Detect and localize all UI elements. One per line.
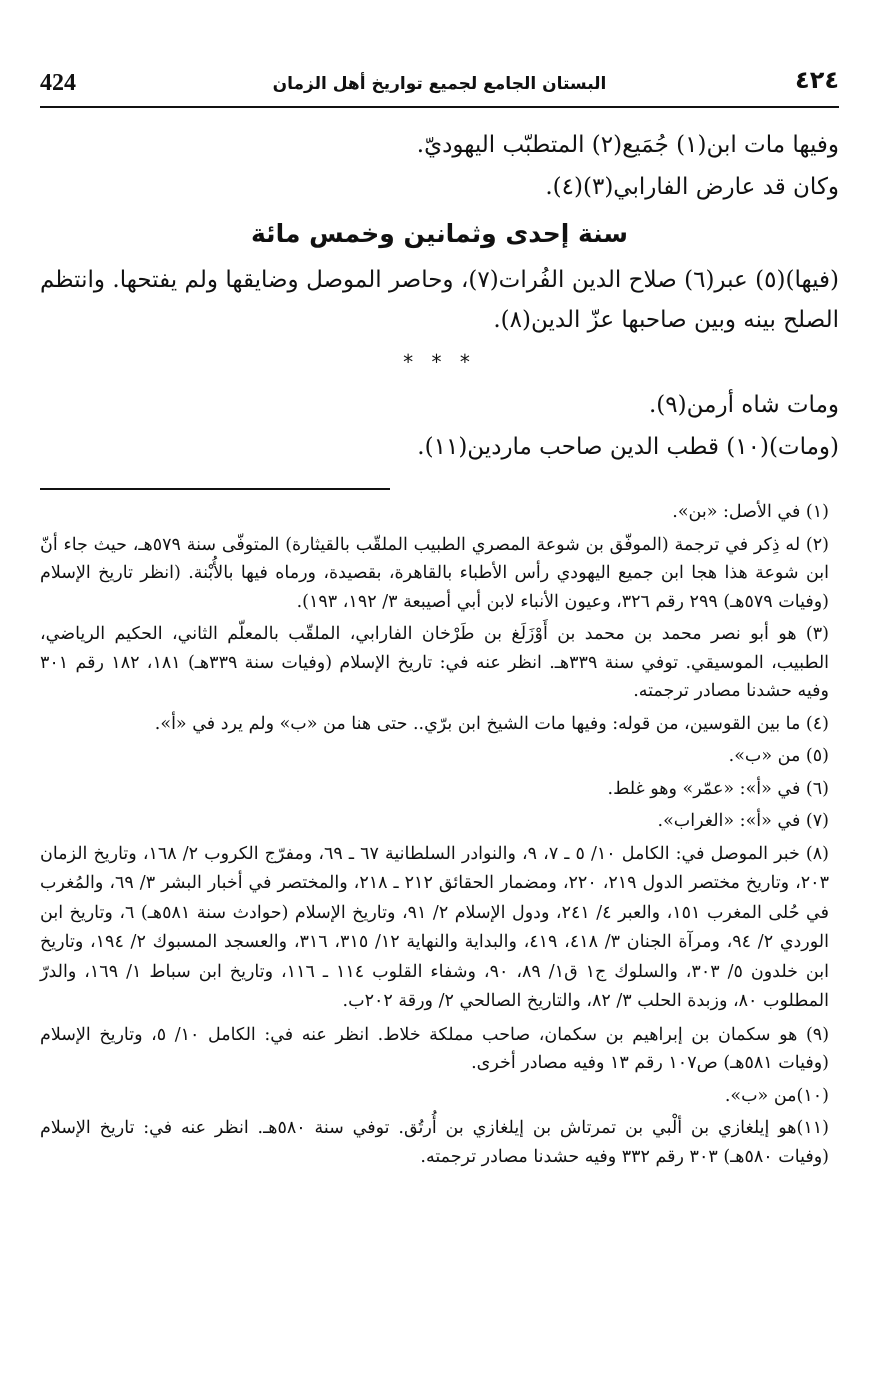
footnote-rule xyxy=(40,488,390,490)
running-title: البستان الجامع لجميع تواريخ أهل الزمان xyxy=(272,74,607,94)
footnote: (٧) في «أ»: «الغراب». xyxy=(657,811,829,831)
text-line: وكان قد عارض الفارابي(٣)(٤). xyxy=(545,174,839,200)
text-line: (ومات)(١٠) قطب الدين صاحب ماردين(١١). xyxy=(417,434,839,460)
section-separator: * * * xyxy=(403,350,476,374)
page-number-arabic: ٤٢٤ xyxy=(795,66,839,94)
footnote: (٩) هو سكمان بن إبراهيم بن سكمان، صاحب مملكة خلاط. انظر عنه في: الكامل ١٠/ ٥، وتاريخ الإسلام (وفيات ٥٨١هـ) ص١٠٧ رقم ١٣ وفيه مصادر أخرى. xyxy=(40,1024,830,1073)
page-number-latin: 424 xyxy=(40,70,76,96)
text-line: ومات شاه أرمن(٩). xyxy=(649,392,839,418)
page-header xyxy=(40,66,839,108)
footnote: (٣) هو أبو نصر محمد بن محمد بن أَوْزَلَغ بن طَرْخان الفارابي، الملقّب بالمعلّم الثاني، الحكيم الرياضي، الطبيب، الموسيقي. توفي سنة ٣٣٩هـ. انظر عنه في: تاريخ الإسلام (وفيات سنة ٣٣٩هـ) ١٨١، ١٨٢ رقم ٣٠١ وفيه حشدنا مصادر ترجمته. xyxy=(40,624,830,701)
footnote: (٥) من «ب». xyxy=(728,746,829,766)
footnotes xyxy=(40,498,829,1175)
footnote: (١) في الأصل: «بن». xyxy=(672,502,829,522)
main-text xyxy=(40,124,839,468)
footnote: (٤) ما بين القوسين، من قوله: وفيها مات الشيخ ابن برّي.. حتى هنا من «ب» ولم يرد في «أ». xyxy=(154,713,829,734)
section-heading: سنة إحدى وثمانين وخمس مائة xyxy=(251,219,628,248)
footnote: (١٠)من «ب». xyxy=(724,1085,829,1106)
text-line: وفيها مات ابن(١) جُمَيع(٢) المتطبّب اليهوديّ. xyxy=(416,132,839,158)
footnote: (٢) له ذِكر في ترجمة (الموفّق بن شوعة المصري الطبيب الملقّب بالقيثارة) المتوفّى سنة ٥٧٩هـ، حيث جاء أنّ ابن شوعة هذا هجا ابن جميع اليهودي رأس الأطباء بالقاهرة، بقصيدة، ورماه فيها بالأُبْنة. (انظر تاريخ الإسلام (وفيات ٥٧٩هـ) ٢٩٩ رقم ٣٢٦، وعيون الأنباء لابن أبي أصيبعة ٣/ ١٩٢، ١٩٣). xyxy=(40,534,829,612)
paragraph: (فيها)(٥) عبر(٦) صلاح الدين الفُرات(٧)، وحاصر الموصل وضايقها ولم يفتحها. وانتظم الصلح بينه وبين صاحبها عزّ الدين(٨). xyxy=(40,267,839,333)
footnote: (٨) خبر الموصل في: الكامل ١٠/ ٥ ـ ٧، ٩، والنوادر السلطانية ٦٧ ـ ٦٩، ومفرّج الكروب ٢/ ١٦٨، وتاريخ الزمان ٢٠٣، وتاريخ مختصر الدول ٢١٩، ٢٢٠، ومضمار الحقائق ٢١٢ ـ ٢١٨، والمختصر في أخبار البشر ٣/ ٦٩، والمُغرب في حُلى المغرب ١٥١، والعبر ٤/ ٢٤١، ودول الإسلام ٢/ ٩١، وتاريخ الإسلام (حوادث سنة ٥٨١هـ) ٦، وتاريخ ابن الوردي ٢/ ٩٤، ومرآة الجنان ٣/ ٤١٨، ٤١٩، والبداية والنهاية ١٢/ ٣١٥، ٣١٦، والعسجد المسبوك ٢/ ١٩٤، وتاريخ ابن خلدون ٥/ ٣٠٣، والسلوك ج١ ق١/ ٨٩، ٩٠، وشفاء القلوب ١١٤ ـ ١١٦، وتاريخ ابن سباط ١/ ١٦٩، والدرّ المطلوب ٨٠، وزبدة الحلب ٣/ ٨٢، والتاريخ الصالحي ٢/ ورقة ٢٠٢ب. xyxy=(40,843,829,1011)
footnote: (٦) في «أ»: «عمّر» وهو غلط. xyxy=(607,778,829,799)
footnote: (١١)هو إيلغازي بن ألْبي بن تمرتاش بن إيلغازي بن أُرتُق. توفي سنة ٥٨٠هـ. انظر عنه في: تاريخ الإسلام (وفيات ٥٨٠هـ) ٣٠٣ رقم ٣٣٢ وفيه حشدنا مصادر ترجمته. xyxy=(40,1118,829,1167)
